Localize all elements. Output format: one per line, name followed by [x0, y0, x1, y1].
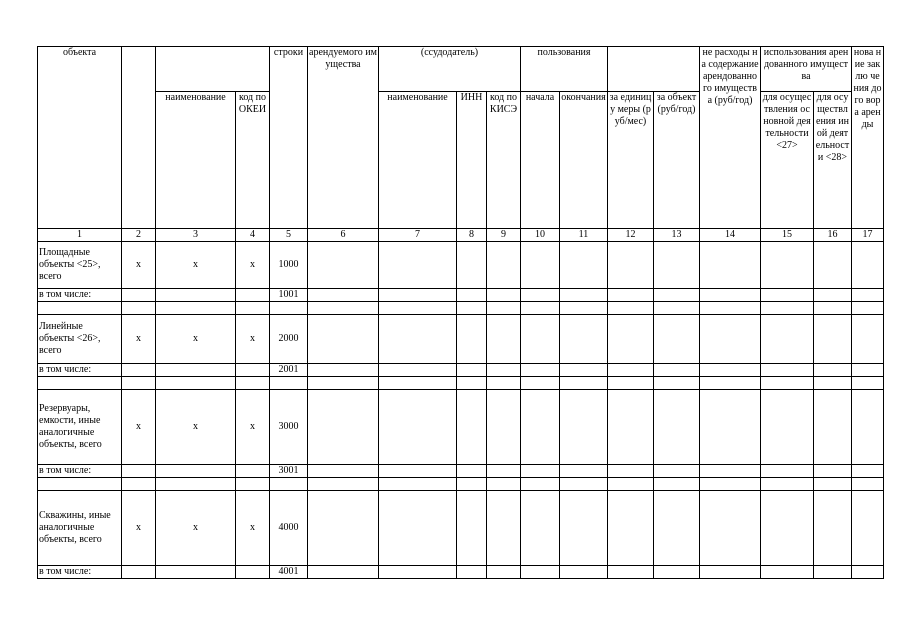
data-cell[interactable]	[560, 242, 608, 289]
header-lessor-name: наименование	[379, 92, 457, 229]
data-cell[interactable]	[852, 491, 884, 566]
header-col-2	[122, 47, 156, 229]
header-contract-basis: нова ние заклю чения дого вора арен ды	[852, 47, 884, 229]
data-cell[interactable]	[608, 364, 654, 377]
column-number: 17	[852, 229, 884, 242]
data-cell[interactable]	[521, 315, 560, 364]
cell-x: x	[122, 390, 156, 465]
data-cell[interactable]	[700, 364, 761, 377]
data-cell[interactable]	[457, 465, 487, 478]
header-end: окончания	[560, 92, 608, 229]
data-cell[interactable]	[654, 491, 700, 566]
data-cell[interactable]	[122, 289, 156, 302]
data-cell[interactable]	[379, 566, 457, 579]
blank-row	[38, 377, 884, 390]
data-cell[interactable]	[379, 364, 457, 377]
blank-row	[38, 478, 884, 491]
data-cell[interactable]	[700, 242, 761, 289]
data-cell[interactable]	[521, 491, 560, 566]
data-cell[interactable]	[761, 315, 814, 364]
data-cell[interactable]	[814, 390, 852, 465]
data-cell[interactable]	[761, 242, 814, 289]
header-rent-amount	[608, 47, 700, 92]
data-cell[interactable]	[814, 465, 852, 478]
header-main-activity: для осуществления основной деятельности <27>	[761, 92, 814, 229]
header-unit-name: наименование	[156, 92, 236, 229]
header-property-use: использования арендованного имущества	[761, 47, 852, 92]
column-number: 2	[122, 229, 156, 242]
subrow-code: 4001	[270, 566, 308, 579]
data-cell[interactable]	[700, 491, 761, 566]
data-cell[interactable]	[521, 289, 560, 302]
data-cell[interactable]	[379, 315, 457, 364]
data-cell[interactable]	[308, 242, 379, 289]
column-number: 4	[236, 229, 270, 242]
column-number: 6	[308, 229, 379, 242]
header-rented-property: арендуемого имущества	[308, 47, 379, 229]
data-cell[interactable]	[487, 289, 521, 302]
header-unit-group	[156, 47, 270, 92]
cell-x: x	[156, 491, 236, 566]
column-number: 16	[814, 229, 852, 242]
header-per-object: за объект (руб/год)	[654, 92, 700, 229]
header-kise-code: код по КИСЭ	[487, 92, 521, 229]
header-row-1	[38, 47, 884, 92]
data-cell[interactable]	[379, 491, 457, 566]
column-number: 9	[487, 229, 521, 242]
data-cell[interactable]	[236, 289, 270, 302]
data-cell[interactable]	[308, 465, 379, 478]
data-cell[interactable]	[560, 315, 608, 364]
cell-x: x	[236, 491, 270, 566]
cell-x: x	[236, 315, 270, 364]
row-code: 2000	[270, 315, 308, 364]
data-cell[interactable]	[487, 465, 521, 478]
subrow-label: в том числе:	[38, 364, 122, 377]
cell-x: x	[156, 390, 236, 465]
data-cell[interactable]	[379, 289, 457, 302]
cell-x: x	[236, 242, 270, 289]
data-cell[interactable]	[814, 491, 852, 566]
data-cell[interactable]	[457, 364, 487, 377]
data-cell[interactable]	[560, 465, 608, 478]
subrow-code: 3001	[270, 465, 308, 478]
data-cell[interactable]	[379, 390, 457, 465]
cell-x: x	[236, 390, 270, 465]
data-cell[interactable]	[654, 390, 700, 465]
data-cell[interactable]	[852, 364, 884, 377]
data-cell[interactable]	[521, 364, 560, 377]
subrow-label: в том числе:	[38, 465, 122, 478]
data-cell[interactable]	[457, 242, 487, 289]
row-code: 4000	[270, 491, 308, 566]
header-per-unit: за единицу меры (руб/мес)	[608, 92, 654, 229]
data-cell[interactable]	[457, 289, 487, 302]
subrow-code: 1001	[270, 289, 308, 302]
data-cell[interactable]	[700, 289, 761, 302]
header-maintenance-costs: не расходы на содержание арендованного имущества (руб/год)	[700, 47, 761, 229]
row-name: Скважины, иные аналогичные объекты, всего	[38, 491, 122, 566]
data-cell[interactable]	[608, 315, 654, 364]
report-table	[37, 46, 884, 579]
data-cell[interactable]	[236, 465, 270, 478]
subrow-label: в том числе:	[38, 289, 122, 302]
data-cell[interactable]	[308, 491, 379, 566]
data-cell[interactable]	[308, 390, 379, 465]
data-cell[interactable]	[122, 566, 156, 579]
data-cell[interactable]	[852, 566, 884, 579]
data-cell[interactable]	[560, 491, 608, 566]
data-cell[interactable]	[560, 390, 608, 465]
header-line-code: строки	[270, 47, 308, 229]
row-name: Линейные объекты <26>, всего	[38, 315, 122, 364]
header-start: начала	[521, 92, 560, 229]
data-cell[interactable]	[814, 242, 852, 289]
data-cell[interactable]	[608, 566, 654, 579]
data-cell[interactable]	[457, 566, 487, 579]
data-cell[interactable]	[156, 465, 236, 478]
data-cell[interactable]	[156, 289, 236, 302]
data-cell[interactable]	[608, 491, 654, 566]
data-cell[interactable]	[521, 390, 560, 465]
column-numbers-row	[38, 229, 884, 242]
data-cell[interactable]	[761, 465, 814, 478]
row-name: Площадные объекты <25>, всего	[38, 242, 122, 289]
column-number: 8	[457, 229, 487, 242]
data-cell[interactable]	[608, 390, 654, 465]
data-cell[interactable]	[521, 566, 560, 579]
data-cell[interactable]	[654, 315, 700, 364]
data-cell[interactable]	[308, 566, 379, 579]
data-cell[interactable]	[654, 289, 700, 302]
data-cell[interactable]	[457, 491, 487, 566]
total-row	[38, 242, 884, 289]
cell-x: x	[156, 242, 236, 289]
header-other-activity: для осуществления иной деятельности <28>	[814, 92, 852, 229]
data-cell[interactable]	[308, 315, 379, 364]
data-cell[interactable]	[608, 465, 654, 478]
data-cell[interactable]	[122, 364, 156, 377]
column-number: 3	[156, 229, 236, 242]
data-cell[interactable]	[852, 390, 884, 465]
blank-row	[38, 302, 884, 315]
data-cell[interactable]	[560, 289, 608, 302]
column-number: 5	[270, 229, 308, 242]
data-cell[interactable]	[521, 242, 560, 289]
data-cell[interactable]	[308, 364, 379, 377]
data-cell[interactable]	[761, 491, 814, 566]
data-cell[interactable]	[814, 364, 852, 377]
data-cell[interactable]	[379, 465, 457, 478]
subrow-code: 2001	[270, 364, 308, 377]
data-cell[interactable]	[560, 566, 608, 579]
subrow	[38, 364, 884, 377]
data-cell[interactable]	[700, 390, 761, 465]
data-cell[interactable]	[852, 465, 884, 478]
subrow	[38, 566, 884, 579]
data-cell[interactable]	[761, 289, 814, 302]
data-cell[interactable]	[654, 465, 700, 478]
row-code: 1000	[270, 242, 308, 289]
cell-x: x	[122, 315, 156, 364]
data-cell[interactable]	[487, 390, 521, 465]
data-cell[interactable]	[814, 315, 852, 364]
data-cell[interactable]	[487, 491, 521, 566]
data-cell[interactable]	[236, 566, 270, 579]
data-cell[interactable]	[761, 390, 814, 465]
data-cell[interactable]	[654, 242, 700, 289]
data-cell[interactable]	[560, 364, 608, 377]
column-number: 11	[560, 229, 608, 242]
header-lessor: (ссудодатель)	[379, 47, 521, 92]
data-cell[interactable]	[487, 566, 521, 579]
cell-x: x	[122, 491, 156, 566]
data-cell[interactable]	[814, 566, 852, 579]
data-cell[interactable]	[761, 364, 814, 377]
total-row	[38, 491, 884, 566]
column-number: 14	[700, 229, 761, 242]
data-cell[interactable]	[700, 315, 761, 364]
cell-x: x	[156, 315, 236, 364]
column-number: 13	[654, 229, 700, 242]
data-cell[interactable]	[156, 566, 236, 579]
column-number: 10	[521, 229, 560, 242]
column-number: 12	[608, 229, 654, 242]
header-use-period: пользования	[521, 47, 608, 92]
data-cell[interactable]	[487, 315, 521, 364]
data-cell[interactable]	[379, 242, 457, 289]
data-cell[interactable]	[654, 364, 700, 377]
data-cell[interactable]	[700, 465, 761, 478]
data-cell[interactable]	[852, 289, 884, 302]
data-cell[interactable]	[608, 289, 654, 302]
data-cell[interactable]	[814, 289, 852, 302]
total-row	[38, 390, 884, 465]
data-cell[interactable]	[236, 364, 270, 377]
data-cell[interactable]	[852, 242, 884, 289]
subrow	[38, 289, 884, 302]
subrow	[38, 465, 884, 478]
total-row	[38, 315, 884, 364]
header-object: объекта	[38, 47, 122, 229]
data-cell[interactable]	[122, 465, 156, 478]
data-cell[interactable]	[700, 566, 761, 579]
data-cell[interactable]	[852, 315, 884, 364]
data-cell[interactable]	[457, 390, 487, 465]
data-cell[interactable]	[521, 465, 560, 478]
data-cell[interactable]	[487, 364, 521, 377]
cell-x: x	[122, 242, 156, 289]
data-cell[interactable]	[654, 566, 700, 579]
data-cell[interactable]	[156, 364, 236, 377]
column-number: 1	[38, 229, 122, 242]
data-cell[interactable]	[487, 242, 521, 289]
row-name: Резервуары, емкости, иные аналогичные объекты, всего	[38, 390, 122, 465]
data-cell[interactable]	[761, 566, 814, 579]
column-number: 15	[761, 229, 814, 242]
data-cell[interactable]	[308, 289, 379, 302]
header-okei-code: код по ОКЕИ	[236, 92, 270, 229]
subrow-label: в том числе:	[38, 566, 122, 579]
data-cell[interactable]	[457, 315, 487, 364]
column-number: 7	[379, 229, 457, 242]
data-cell[interactable]	[608, 242, 654, 289]
row-code: 3000	[270, 390, 308, 465]
header-inn: ИНН	[457, 92, 487, 229]
